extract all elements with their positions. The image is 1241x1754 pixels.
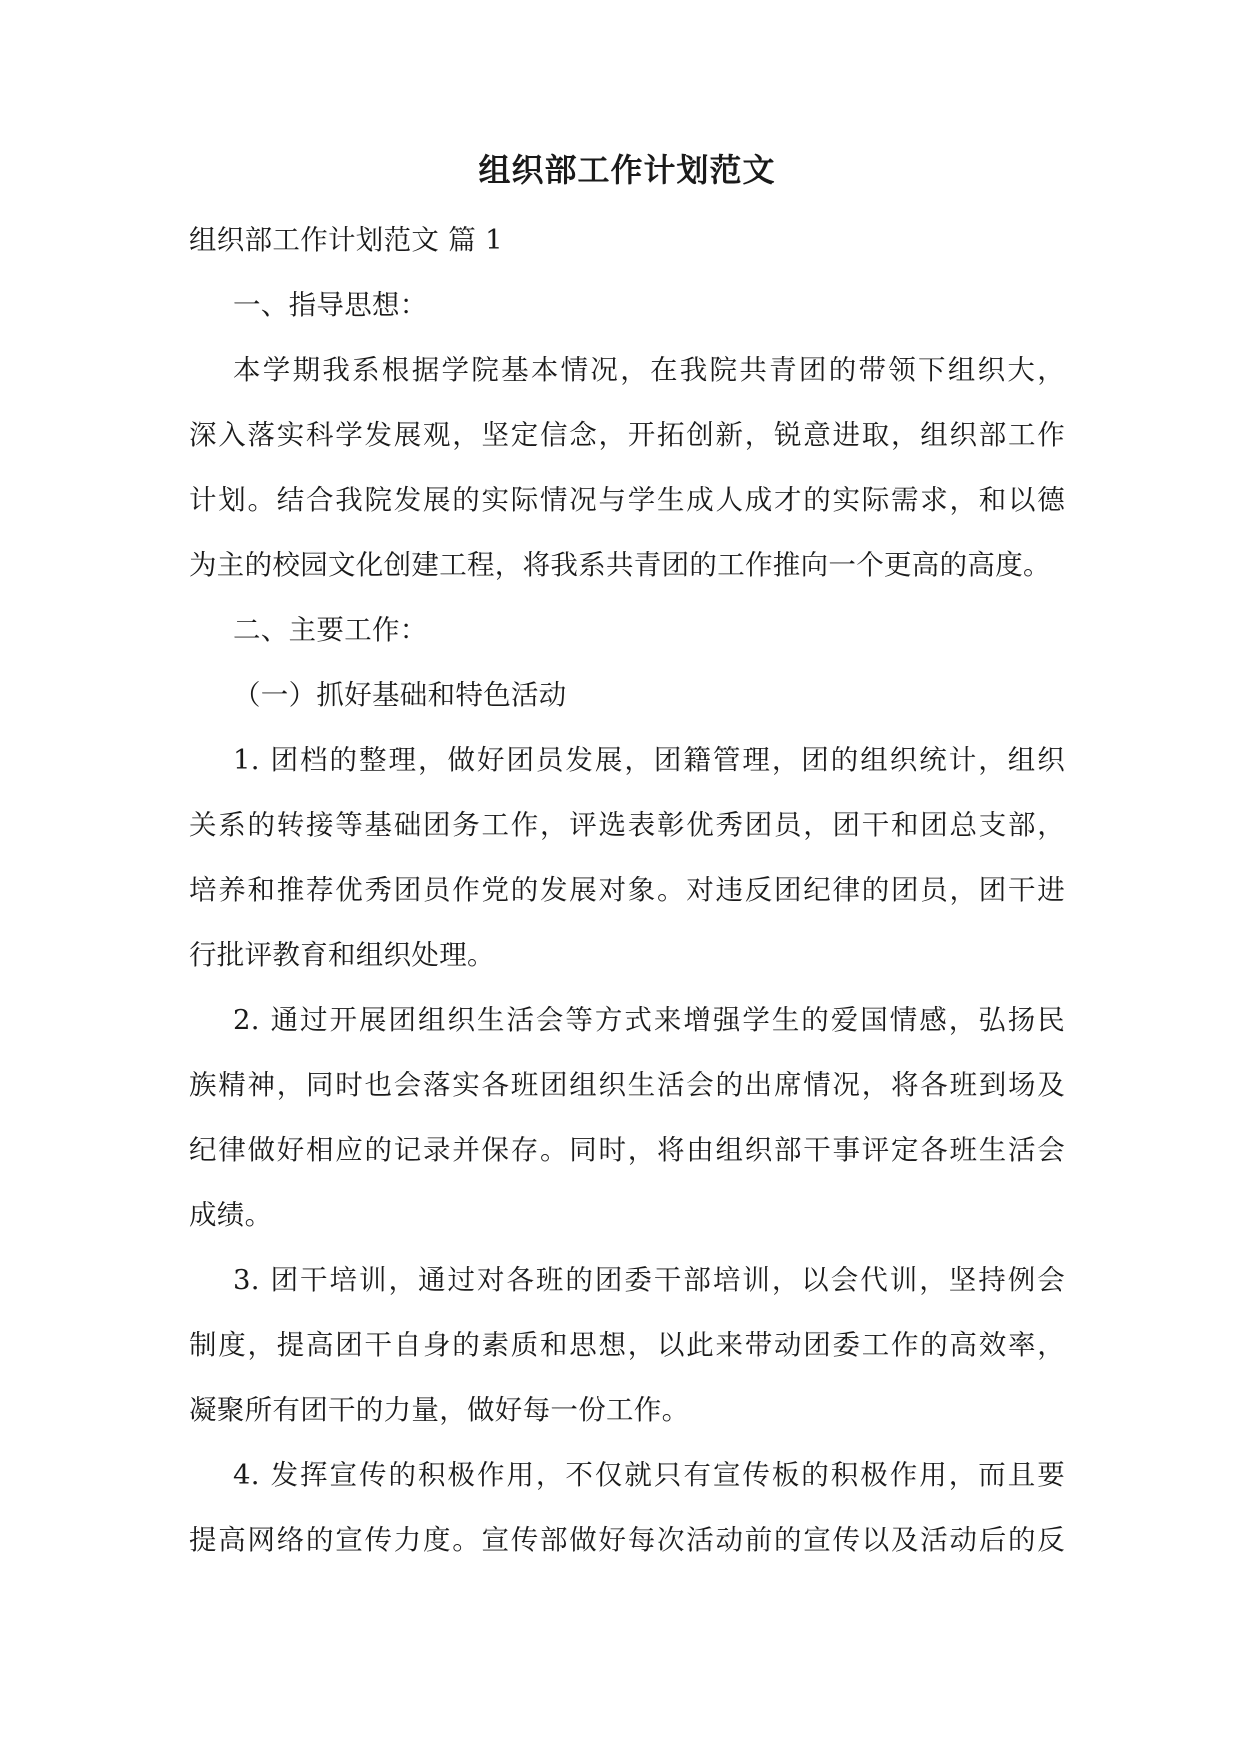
- subheading-basic-activities: （一）抓好基础和特色活动: [233, 679, 567, 711]
- document-title: 组织部工作计划范文: [478, 151, 776, 189]
- paragraph-line: 成绩。: [189, 1199, 273, 1231]
- paragraph-line: 族精神，同时也会落实各班团组织生活会的出席情况，将各班到场及: [189, 1069, 1065, 1101]
- paragraph-line: 为主的校园文化创建工程，将我系共青团的工作推向一个更高的高度。: [189, 549, 1051, 581]
- paragraph-line: 关系的转接等基础团务工作，评选表彰优秀团员，团干和团总支部，: [189, 809, 1065, 841]
- paragraph-line: 制度，提高团干自身的素质和思想，以此来带动团委工作的高效率，: [189, 1329, 1065, 1361]
- document-page: [189, 150, 1065, 1573]
- paragraph-line: 凝聚所有团干的力量，做好每一份工作。: [189, 1394, 690, 1426]
- paragraph-line: 4. 发挥宣传的积极作用，不仅就只有宣传板的积极作用，而且要: [233, 1459, 1065, 1491]
- paragraph-line: 2. 通过开展团组织生活会等方式来增强学生的爱国情感，弘扬民: [233, 1004, 1065, 1036]
- paragraph-line: 本学期我系根据学院基本情况，在我院共青团的带领下组织大，: [233, 354, 1065, 386]
- section-heading: 组织部工作计划范文 篇 1: [189, 224, 503, 256]
- paragraph-line: 计划。结合我院发展的实际情况与学生成人成才的实际需求，和以德: [189, 484, 1065, 516]
- paragraph-line: 培养和推荐优秀团员作党的发展对象。对违反团纪律的团员，团干进: [189, 874, 1065, 906]
- paragraph-line: 行批评教育和组织处理。: [189, 939, 495, 971]
- paragraph-line: 1. 团档的整理，做好团员发展，团籍管理，团的组织统计，组织: [233, 744, 1065, 776]
- paragraph-line: 3. 团干培训，通过对各班的团委干部培训，以会代训，坚持例会: [233, 1264, 1065, 1296]
- paragraph-line: 纪律做好相应的记录并保存。同时，将由组织部干事评定各班生活会: [189, 1134, 1065, 1166]
- heading-main-work: 二、主要工作：: [233, 614, 428, 646]
- paragraph-line: 提高网络的宣传力度。宣传部做好每次活动前的宣传以及活动后的反: [189, 1524, 1065, 1556]
- paragraph-line: 深入落实科学发展观，坚定信念，开拓创新，锐意进取，组织部工作: [189, 419, 1065, 451]
- heading-guiding-ideology: 一、指导思想：: [233, 289, 428, 321]
